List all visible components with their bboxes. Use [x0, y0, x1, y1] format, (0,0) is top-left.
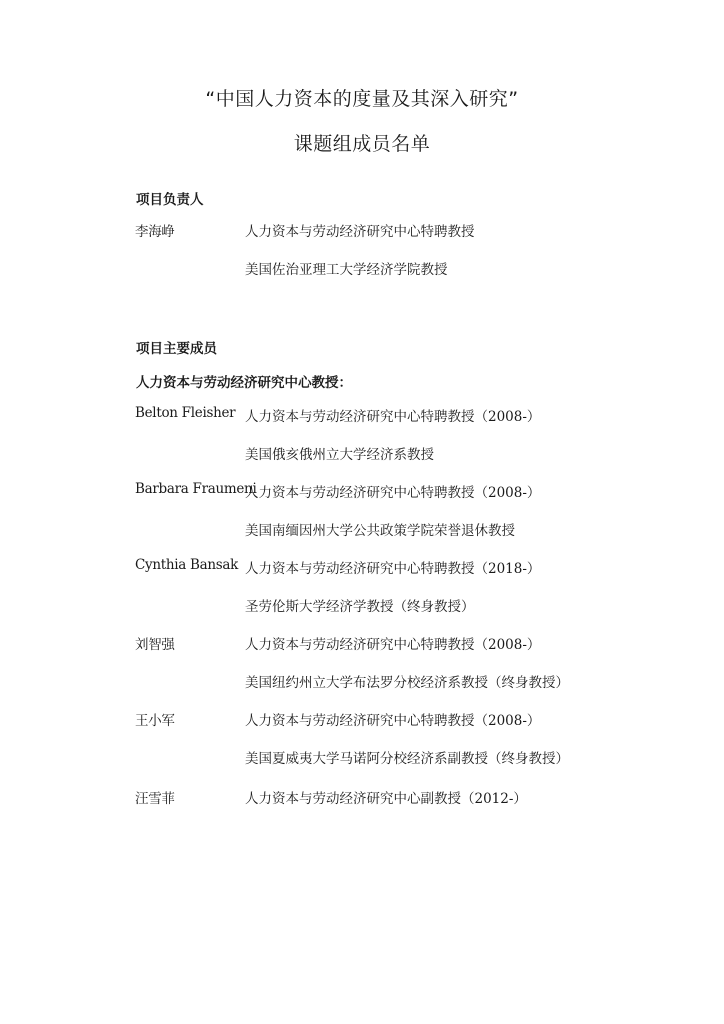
document-title-line2: 课题组成员名单	[293, 133, 431, 155]
member-3-role-2: 圣劳伦斯大学经济学教授（终身教授）	[245, 599, 475, 615]
member-1-role-2: 美国俄亥俄州立大学经济系教授	[245, 447, 434, 463]
member-4-role-2: 美国纽约州立大学布法罗分校经济系教授（终身教授）	[245, 675, 569, 691]
member-2-role-2: 美国南缅因州大学公共政策学院荣誉退休教授	[245, 523, 515, 539]
leader-role-1: 人力资本与劳动经济研究中心特聘教授	[245, 224, 475, 240]
members-section-heading: 项目主要成员	[136, 341, 217, 357]
member-name-4: 刘智强	[135, 637, 175, 653]
member-3-role-1: 人力资本与劳动经济研究中心特聘教授（2018-）	[245, 561, 541, 577]
members-subheading: 人力资本与劳动经济研究中心教授：	[136, 375, 352, 391]
member-name-1: Belton Fleisher	[135, 405, 236, 421]
member-name-2: Barbara Fraumeni	[135, 481, 257, 497]
document-title-line1: “中国人力资本的度量及其深入研究”	[205, 88, 519, 110]
member-1-role-1: 人力资本与劳动经济研究中心特聘教授（2008-）	[245, 409, 541, 425]
member-name-6: 汪雪菲	[135, 791, 175, 807]
member-name-5: 王小军	[135, 713, 175, 729]
member-4-role-1: 人力资本与劳动经济研究中心特聘教授（2008-）	[245, 637, 541, 653]
member-2-role-1: 人力资本与劳动经济研究中心特聘教授（2008-）	[245, 485, 541, 501]
leader-section-heading: 项目负责人	[136, 192, 204, 208]
leader-name: 李海峥	[135, 224, 175, 240]
leader-role-2: 美国佐治亚理工大学经济学院教授	[245, 262, 448, 278]
member-5-role-1: 人力资本与劳动经济研究中心特聘教授（2008-）	[245, 713, 541, 729]
member-name-3: Cynthia Bansak	[135, 557, 239, 573]
member-5-role-2: 美国夏威夷大学马诺阿分校经济系副教授（终身教授）	[245, 751, 569, 767]
member-6-role-1: 人力资本与劳动经济研究中心副教授（2012-）	[245, 791, 527, 807]
